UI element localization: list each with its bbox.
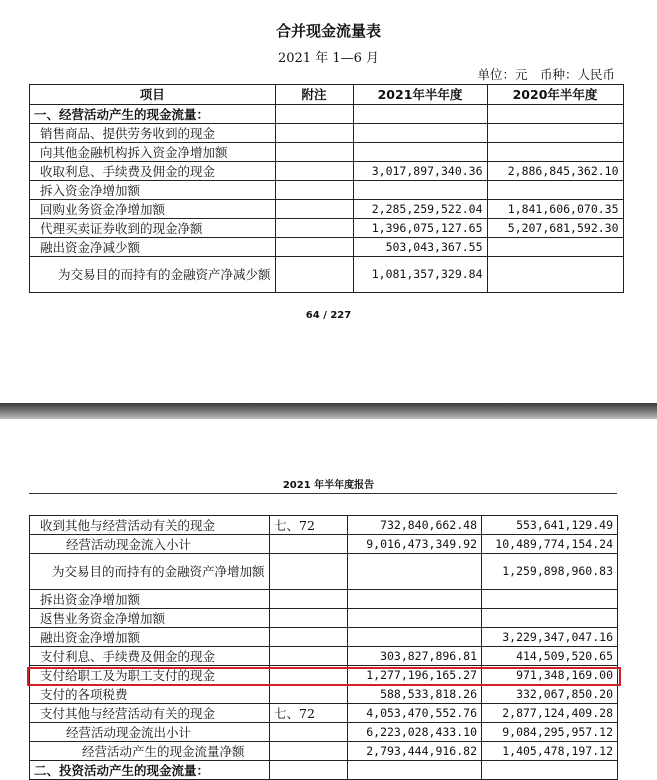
row-note <box>270 685 348 704</box>
row-note: 七、72 <box>270 516 348 535</box>
row-note <box>270 609 348 628</box>
row-item: 收到其他与经营活动有关的现金 <box>30 516 270 535</box>
row-prior: 414,509,520.65 <box>482 647 618 666</box>
row-prior <box>487 105 623 124</box>
row-prior: 10,489,774,154.24 <box>482 535 618 554</box>
row-prior <box>487 143 623 162</box>
table-row <box>30 105 624 124</box>
row-current <box>348 628 482 647</box>
row-item: 一、经营活动产生的现金流量： <box>30 105 276 124</box>
column-header-note: 附注 <box>275 85 353 105</box>
table-row <box>30 628 618 647</box>
row-item: 融出资金净增加额 <box>30 628 270 647</box>
row-current <box>353 181 487 200</box>
row-note <box>270 535 348 554</box>
row-note: 七、72 <box>270 704 348 723</box>
row-item: 融出资金净减少额 <box>30 238 276 257</box>
column-header-current: 2021年半年度 <box>353 85 487 105</box>
row-item: 收取利息、手续费及佣金的现金 <box>30 162 276 181</box>
row-item: 经营活动现金流入小计 <box>30 535 270 554</box>
page-number: 64 / 227 <box>305 310 352 321</box>
row-prior: 1,405,478,197.12 <box>482 742 618 761</box>
row-note <box>275 200 353 219</box>
table-row <box>30 238 624 257</box>
row-item: 支付其他与经营活动有关的现金 <box>30 704 270 723</box>
cash-flow-table-lower <box>29 515 618 780</box>
row-current: 303,827,896.81 <box>348 647 482 666</box>
row-note <box>270 647 348 666</box>
row-current: 9,016,473,349.92 <box>348 535 482 554</box>
row-current <box>348 554 482 590</box>
row-item: 支付的各项税费 <box>30 685 270 704</box>
row-prior: 2,877,124,409.28 <box>482 704 618 723</box>
row-item: 二、投资活动产生的现金流量： <box>30 761 270 780</box>
report-header: 2021 年半年度报告 <box>282 480 375 491</box>
row-item: 为交易目的而持有的金融资产净减少额 <box>30 257 276 293</box>
row-prior <box>487 257 623 293</box>
header-divider <box>29 493 617 494</box>
row-item: 代理买卖证券收到的现金净额 <box>30 219 276 238</box>
table-row <box>30 685 618 704</box>
row-item: 回购业务资金净增加额 <box>30 200 276 219</box>
statement-title: 合并现金流量表 <box>275 22 381 40</box>
column-header-prior: 2020年半年度 <box>487 85 623 105</box>
row-note <box>275 105 353 124</box>
row-note <box>275 219 353 238</box>
row-note <box>270 761 348 780</box>
row-prior: 332,067,850.20 <box>482 685 618 704</box>
table-row <box>30 590 618 609</box>
row-current <box>348 761 482 780</box>
row-current: 1,081,357,329.84 <box>353 257 487 293</box>
row-current: 588,533,818.26 <box>348 685 482 704</box>
row-prior: 971,348,169.00 <box>482 666 618 685</box>
table-row <box>30 554 618 590</box>
row-item: 支付给职工及为职工支付的现金 <box>30 666 270 685</box>
table-row <box>30 516 618 535</box>
row-prior: 2,886,845,362.10 <box>487 162 623 181</box>
table-row <box>30 535 618 554</box>
row-current: 1,396,075,127.65 <box>353 219 487 238</box>
row-current: 1,277,196,165.27 <box>348 666 482 685</box>
row-current <box>353 105 487 124</box>
statement-period: 2021 年 1—6 月 <box>277 51 380 66</box>
row-prior: 1,259,898,960.83 <box>482 554 618 590</box>
column-header-item: 项目 <box>30 85 276 105</box>
row-note <box>275 181 353 200</box>
row-current: 6,223,028,433.10 <box>348 723 482 742</box>
table-row <box>30 761 618 780</box>
table-row <box>30 162 624 181</box>
row-prior: 5,207,681,592.30 <box>487 219 623 238</box>
row-current: 2,285,259,522.04 <box>353 200 487 219</box>
row-item: 拆出资金净增加额 <box>30 590 270 609</box>
row-current: 4,053,470,552.76 <box>348 704 482 723</box>
table-row <box>30 647 618 666</box>
table-row <box>30 723 618 742</box>
row-prior <box>487 238 623 257</box>
row-current <box>353 124 487 143</box>
cash-flow-table-upper <box>29 84 624 293</box>
row-item: 经营活动现金流出小计 <box>30 723 270 742</box>
row-current <box>348 609 482 628</box>
row-note <box>275 162 353 181</box>
row-item: 拆入资金净增加额 <box>30 181 276 200</box>
row-item: 返售业务资金净增加额 <box>30 609 270 628</box>
row-note <box>270 628 348 647</box>
row-current: 2,793,444,916.82 <box>348 742 482 761</box>
row-prior <box>482 590 618 609</box>
row-note <box>270 590 348 609</box>
table-row <box>30 257 624 293</box>
currency-unit: 单位：元 币种：人民币 <box>477 67 615 82</box>
row-prior <box>487 181 623 200</box>
row-item: 为交易目的而持有的金融资产净增加额 <box>30 554 270 590</box>
row-note <box>270 554 348 590</box>
table-row <box>30 219 624 238</box>
row-prior: 9,084,295,957.12 <box>482 723 618 742</box>
row-prior: 3,229,347,047.16 <box>482 628 618 647</box>
table-row <box>30 143 624 162</box>
row-prior <box>482 609 618 628</box>
row-note <box>270 742 348 761</box>
row-prior: 1,841,606,070.35 <box>487 200 623 219</box>
row-note <box>270 723 348 742</box>
table-row <box>30 609 618 628</box>
table-row-highlighted <box>30 666 618 685</box>
row-note <box>275 257 353 293</box>
page-separator <box>0 403 657 419</box>
row-item: 销售商品、提供劳务收到的现金 <box>30 124 276 143</box>
table-row <box>30 124 624 143</box>
row-current: 3,017,897,340.36 <box>353 162 487 181</box>
row-current: 503,043,367.55 <box>353 238 487 257</box>
row-current <box>353 143 487 162</box>
table-row <box>30 704 618 723</box>
row-note <box>275 143 353 162</box>
table-header-row <box>30 85 624 105</box>
row-item: 经营活动产生的现金流量净额 <box>30 742 270 761</box>
table-row <box>30 742 618 761</box>
row-prior <box>487 124 623 143</box>
row-current <box>348 590 482 609</box>
row-item: 向其他金融机构拆入资金净增加额 <box>30 143 276 162</box>
table-row <box>30 200 624 219</box>
row-current: 732,840,662.48 <box>348 516 482 535</box>
row-item: 支付利息、手续费及佣金的现金 <box>30 647 270 666</box>
row-prior: 553,641,129.49 <box>482 516 618 535</box>
row-prior <box>482 761 618 780</box>
row-note <box>270 666 348 685</box>
table-row <box>30 181 624 200</box>
row-note <box>275 238 353 257</box>
row-note <box>275 124 353 143</box>
